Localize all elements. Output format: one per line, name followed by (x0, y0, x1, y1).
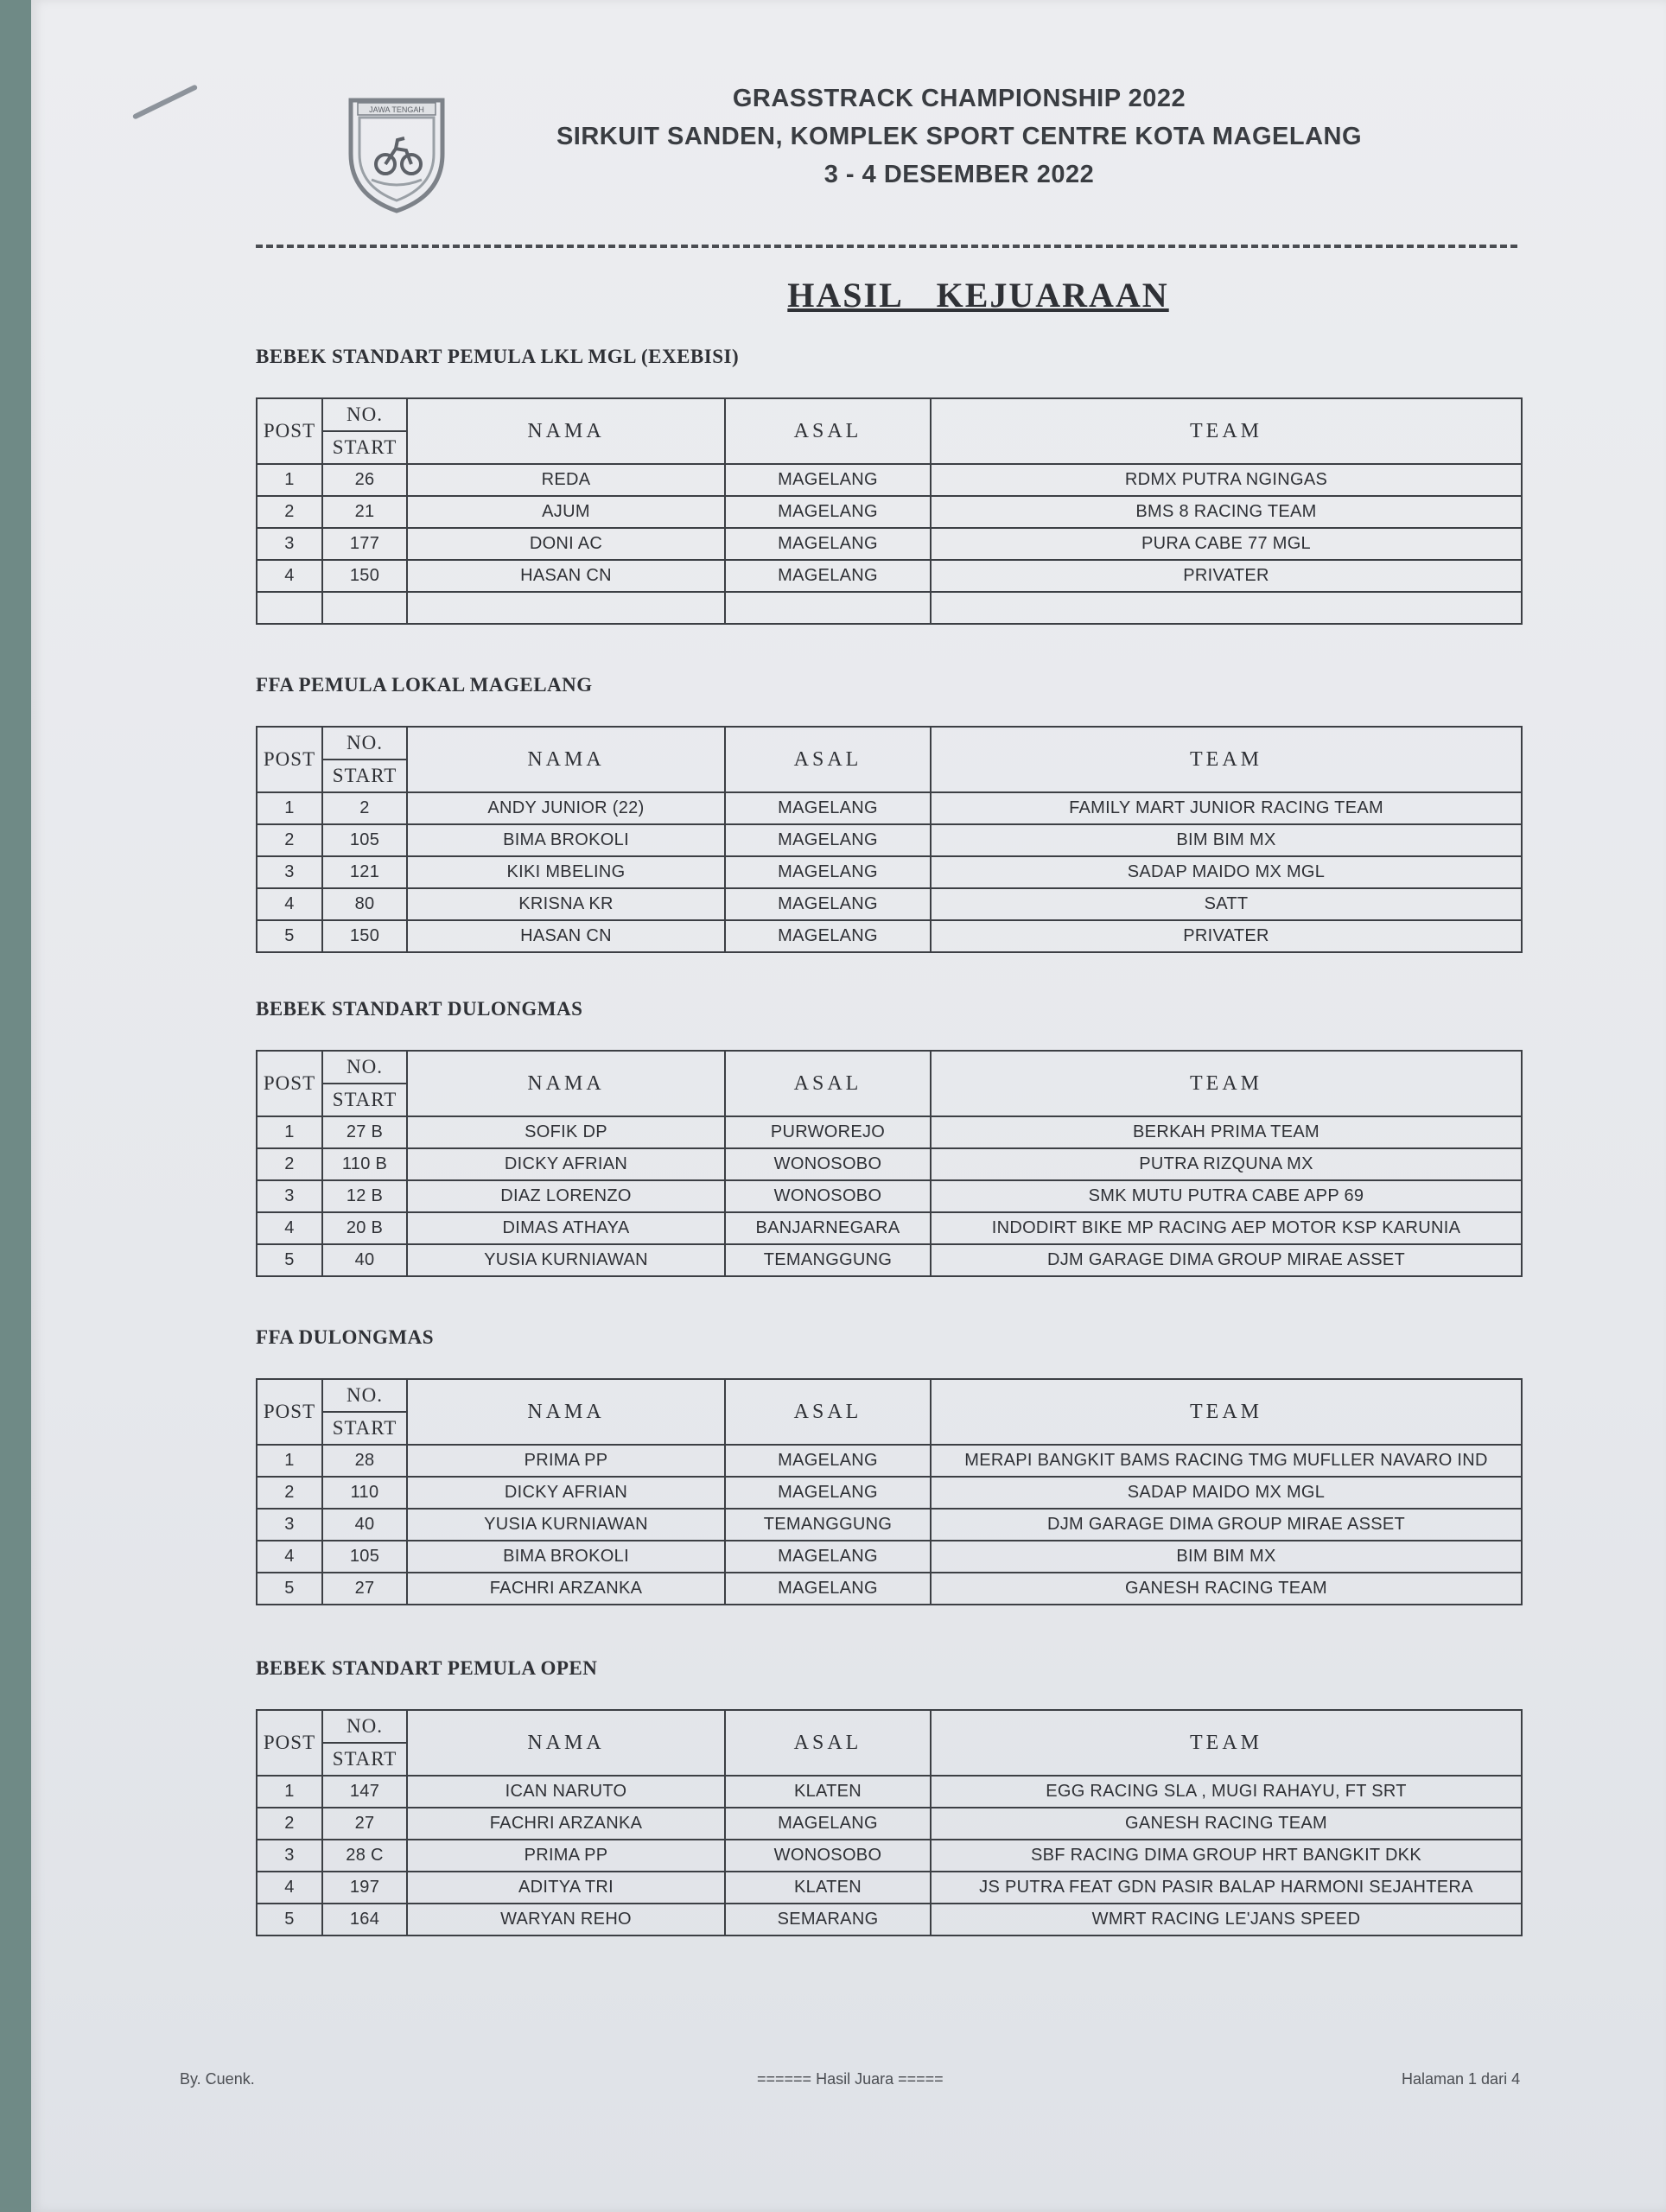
cell-start: 2 (322, 792, 407, 824)
cell-start: 164 (322, 1904, 407, 1936)
cell-start: 105 (322, 824, 407, 856)
cell-asal: MAGELANG (725, 1477, 931, 1509)
col-header-nama: NAMA (407, 398, 725, 464)
cell-post: 5 (257, 920, 322, 952)
cell-asal: MAGELANG (725, 824, 931, 856)
cell-team: PUTRA RIZQUNA MX (931, 1148, 1522, 1180)
cell-asal (725, 592, 931, 624)
table-row (257, 1212, 1522, 1244)
table-row (257, 1148, 1522, 1180)
section-label: BEBEK STANDART PEMULA OPEN (256, 1657, 598, 1679)
col-header-post: POST (257, 1379, 322, 1445)
cell-asal: WONOSOBO (725, 1840, 931, 1872)
cell-start: 40 (322, 1244, 407, 1276)
cell-nama (407, 592, 725, 624)
table-row (257, 1808, 1522, 1840)
table-row (257, 464, 1522, 496)
cell-team: INDODIRT BIKE MP RACING AEP MOTOR KSP KARUNIA (931, 1212, 1522, 1244)
cell-nama: DIMAS ATHAYA (407, 1212, 725, 1244)
col-header-post: POST (257, 727, 322, 792)
col-header-no: NO. (322, 398, 407, 431)
cell-post (257, 592, 322, 624)
cell-team: GANESH RACING TEAM (931, 1808, 1522, 1840)
cell-start: 27 (322, 1573, 407, 1605)
cell-post: 3 (257, 528, 322, 560)
results-table (256, 1709, 1523, 1936)
table-row (257, 856, 1522, 888)
cell-post: 1 (257, 1776, 322, 1808)
cell-asal: TEMANGGUNG (725, 1244, 931, 1276)
cell-nama: DIAZ LORENZO (407, 1180, 725, 1212)
cell-post: 3 (257, 1840, 322, 1872)
cell-team (931, 592, 1522, 624)
table-row (257, 496, 1522, 528)
footer-page-number: Halaman 1 dari 4 (1402, 2070, 1521, 2088)
cell-nama: KIKI MBELING (407, 856, 725, 888)
table-row (257, 1244, 1522, 1276)
cell-asal: MAGELANG (725, 792, 931, 824)
table-row (257, 1477, 1522, 1509)
col-header-nama: NAMA (407, 1379, 725, 1445)
section-label: BEBEK STANDART PEMULA LKL MGL (EXEBISI) (256, 346, 740, 367)
cell-post: 4 (257, 1212, 322, 1244)
table-row (257, 1445, 1522, 1477)
footer-center: ====== Hasil Juara ===== (757, 2070, 944, 2088)
cell-post: 5 (257, 1573, 322, 1605)
cell-nama: FACHRI ARZANKA (407, 1573, 725, 1605)
cell-nama: DONI AC (407, 528, 725, 560)
results-table (256, 397, 1523, 625)
col-header-start: START (322, 1084, 407, 1116)
cell-start: 147 (322, 1776, 407, 1808)
logo-text: JAWA TENGAH (369, 105, 424, 114)
cell-asal: WONOSOBO (725, 1180, 931, 1212)
cell-asal: SEMARANG (725, 1904, 931, 1936)
results-table (256, 1050, 1523, 1277)
cell-asal: KLATEN (725, 1872, 931, 1904)
cell-nama: ADITYA TRI (407, 1872, 725, 1904)
cell-post: 4 (257, 1541, 322, 1573)
cell-start: 20 B (322, 1212, 407, 1244)
cell-start: 26 (322, 464, 407, 496)
cell-start: 12 B (322, 1180, 407, 1212)
cell-nama: ICAN NARUTO (407, 1776, 725, 1808)
cell-post: 2 (257, 1477, 322, 1509)
col-header-post: POST (257, 1710, 322, 1776)
cell-nama: FACHRI ARZANKA (407, 1808, 725, 1840)
cell-team: JS PUTRA FEAT GDN PASIR BALAP HARMONI SEJAHTERA (931, 1872, 1522, 1904)
cell-start: 110 B (322, 1148, 407, 1180)
cell-post: 3 (257, 1180, 322, 1212)
cell-team: SBF RACING DIMA GROUP HRT BANGKIT DKK (931, 1840, 1522, 1872)
cell-nama: YUSIA KURNIAWAN (407, 1509, 725, 1541)
cell-start: 27 B (322, 1116, 407, 1148)
cell-team: EGG RACING SLA , MUGI RAHAYU, FT SRT (931, 1776, 1522, 1808)
cell-asal: MAGELANG (725, 920, 931, 952)
event-title: GRASSTRACK CHAMPIONSHIP 2022 (732, 85, 1186, 112)
col-header-no: NO. (322, 1051, 407, 1084)
col-header-asal: ASAL (725, 398, 931, 464)
cell-start: 177 (322, 528, 407, 560)
table-row (257, 920, 1522, 952)
cell-post: 5 (257, 1244, 322, 1276)
col-header-nama: NAMA (407, 727, 725, 792)
section-label: FFA DULONGMAS (256, 1326, 435, 1348)
cell-team: DJM GARAGE DIMA GROUP MIRAE ASSET (931, 1509, 1522, 1541)
cell-start: 105 (322, 1541, 407, 1573)
cell-start (322, 592, 407, 624)
cell-start: 110 (322, 1477, 407, 1509)
cell-post: 1 (257, 464, 322, 496)
results-table (256, 1378, 1523, 1605)
cell-post: 2 (257, 496, 322, 528)
cell-nama: KRISNA KR (407, 888, 725, 920)
cell-asal: BANJARNEGARA (725, 1212, 931, 1244)
cell-team: BIM BIM MX (931, 1541, 1522, 1573)
cell-asal: MAGELANG (725, 560, 931, 592)
results-section (256, 1326, 1526, 1605)
cell-asal: KLATEN (725, 1776, 931, 1808)
table-row (257, 1116, 1522, 1148)
cell-asal: MAGELANG (725, 856, 931, 888)
col-header-asal: ASAL (725, 1051, 931, 1116)
cell-team: PRIVATER (931, 560, 1522, 592)
cell-asal: MAGELANG (725, 528, 931, 560)
col-header-team: TEAM (931, 727, 1522, 792)
results-section (256, 1657, 1526, 1936)
table-row (257, 792, 1522, 824)
cell-team: BMS 8 RACING TEAM (931, 496, 1522, 528)
col-header-post: POST (257, 1051, 322, 1116)
table-row (257, 1872, 1522, 1904)
cell-team: RDMX PUTRA NGINGAS (931, 464, 1522, 496)
table-row (257, 824, 1522, 856)
cell-asal: WONOSOBO (725, 1148, 931, 1180)
cell-post: 2 (257, 824, 322, 856)
cell-start: 28 C (322, 1840, 407, 1872)
cell-asal: MAGELANG (725, 888, 931, 920)
association-logo (346, 93, 448, 214)
cell-post: 1 (257, 1116, 322, 1148)
table-row (257, 1509, 1522, 1541)
cell-post: 3 (257, 856, 322, 888)
section-label: BEBEK STANDART DULONGMAS (256, 998, 583, 1020)
cell-team: WMRT RACING LE'JANS SPEED (931, 1904, 1522, 1936)
col-header-asal: ASAL (725, 1379, 931, 1445)
cell-nama: BIMA BROKOLI (407, 824, 725, 856)
cell-nama: PRIMA PP (407, 1840, 725, 1872)
cell-asal: TEMANGGUNG (725, 1509, 931, 1541)
cell-nama: WARYAN REHO (407, 1904, 725, 1936)
table-row (257, 560, 1522, 592)
cell-start: 80 (322, 888, 407, 920)
table-row (257, 1840, 1522, 1872)
cell-nama: PRIMA PP (407, 1445, 725, 1477)
cell-nama: DICKY AFRIAN (407, 1148, 725, 1180)
cell-team: BIM BIM MX (931, 824, 1522, 856)
cell-nama: HASAN CN (407, 920, 725, 952)
cell-asal: MAGELANG (725, 1808, 931, 1840)
cell-nama: SOFIK DP (407, 1116, 725, 1148)
cell-post: 5 (257, 1904, 322, 1936)
col-header-start: START (322, 760, 407, 792)
cell-team: PURA CABE 77 MGL (931, 528, 1522, 560)
col-header-team: TEAM (931, 398, 1522, 464)
cell-nama: ANDY JUNIOR (22) (407, 792, 725, 824)
cell-nama: DICKY AFRIAN (407, 1477, 725, 1509)
cell-team: GANESH RACING TEAM (931, 1573, 1522, 1605)
col-header-nama: NAMA (407, 1051, 725, 1116)
cell-team: PRIVATER (931, 920, 1522, 952)
cell-asal: MAGELANG (725, 1541, 931, 1573)
cell-nama: YUSIA KURNIAWAN (407, 1244, 725, 1276)
cell-asal: MAGELANG (725, 464, 931, 496)
cell-nama: REDA (407, 464, 725, 496)
cell-start: 40 (322, 1509, 407, 1541)
cell-start: 197 (322, 1872, 407, 1904)
col-header-nama: NAMA (407, 1710, 725, 1776)
cell-start: 150 (322, 920, 407, 952)
col-header-team: TEAM (931, 1379, 1522, 1445)
col-header-team: TEAM (931, 1051, 1522, 1116)
footer-author: By. Cuenk. (180, 2070, 255, 2088)
header-divider (256, 245, 1517, 248)
cell-team: BERKAH PRIMA TEAM (931, 1116, 1522, 1148)
cell-team: SADAP MAIDO MX MGL (931, 1477, 1522, 1509)
col-header-team: TEAM (931, 1710, 1522, 1776)
results-section (256, 674, 1526, 953)
cell-asal: MAGELANG (725, 496, 931, 528)
cell-start: 121 (322, 856, 407, 888)
col-header-post: POST (257, 398, 322, 464)
col-header-start: START (322, 1743, 407, 1776)
table-row (257, 1541, 1522, 1573)
cell-asal: MAGELANG (725, 1573, 931, 1605)
event-venue: SIRKUIT SANDEN, KOMPLEK SPORT CENTRE KOTA MAGELANG (556, 123, 1363, 150)
cell-start: 150 (322, 560, 407, 592)
section-label: FFA PEMULA LOKAL MAGELANG (256, 674, 593, 696)
cell-post: 4 (257, 888, 322, 920)
cell-team: DJM GARAGE DIMA GROUP MIRAE ASSET (931, 1244, 1522, 1276)
cell-team: MERAPI BANGKIT BAMS RACING TMG MUFLLER NAVARO IND (931, 1445, 1522, 1477)
results-table (256, 726, 1523, 953)
col-header-asal: ASAL (725, 1710, 931, 1776)
cell-start: 27 (322, 1808, 407, 1840)
cell-team: SADAP MAIDO MX MGL (931, 856, 1522, 888)
table-row (257, 888, 1522, 920)
document-header (484, 79, 1434, 194)
cell-start: 21 (322, 496, 407, 528)
results-section (256, 998, 1526, 1277)
results-section (256, 346, 1526, 625)
cell-post: 1 (257, 1445, 322, 1477)
cell-team: SMK MUTU PUTRA CABE APP 69 (931, 1180, 1522, 1212)
col-header-start: START (322, 431, 407, 464)
cell-start: 28 (322, 1445, 407, 1477)
event-date: 3 - 4 DESEMBER 2022 (823, 161, 1095, 188)
cell-post: 4 (257, 560, 322, 592)
table-row (257, 1776, 1522, 1808)
table-row (257, 1180, 1522, 1212)
cell-post: 1 (257, 792, 322, 824)
cell-post: 3 (257, 1509, 322, 1541)
col-header-asal: ASAL (725, 727, 931, 792)
cell-team: SATT (931, 888, 1522, 920)
table-row (257, 528, 1522, 560)
cell-asal: PURWOREJO (725, 1116, 931, 1148)
page-title: HASIL KEJUARAAN (787, 276, 1169, 315)
col-header-no: NO. (322, 1379, 407, 1412)
col-header-no: NO. (322, 727, 407, 760)
col-header-no: NO. (322, 1710, 407, 1743)
cell-post: 2 (257, 1148, 322, 1180)
cell-post: 4 (257, 1872, 322, 1904)
cell-asal: MAGELANG (725, 1445, 931, 1477)
col-header-start: START (322, 1412, 407, 1445)
table-row (257, 1904, 1522, 1936)
cell-nama: BIMA BROKOLI (407, 1541, 725, 1573)
table-row (257, 1573, 1522, 1605)
cell-team: FAMILY MART JUNIOR RACING TEAM (931, 792, 1522, 824)
table-row (257, 592, 1522, 624)
cell-post: 2 (257, 1808, 322, 1840)
cell-nama: HASAN CN (407, 560, 725, 592)
cell-nama: AJUM (407, 496, 725, 528)
